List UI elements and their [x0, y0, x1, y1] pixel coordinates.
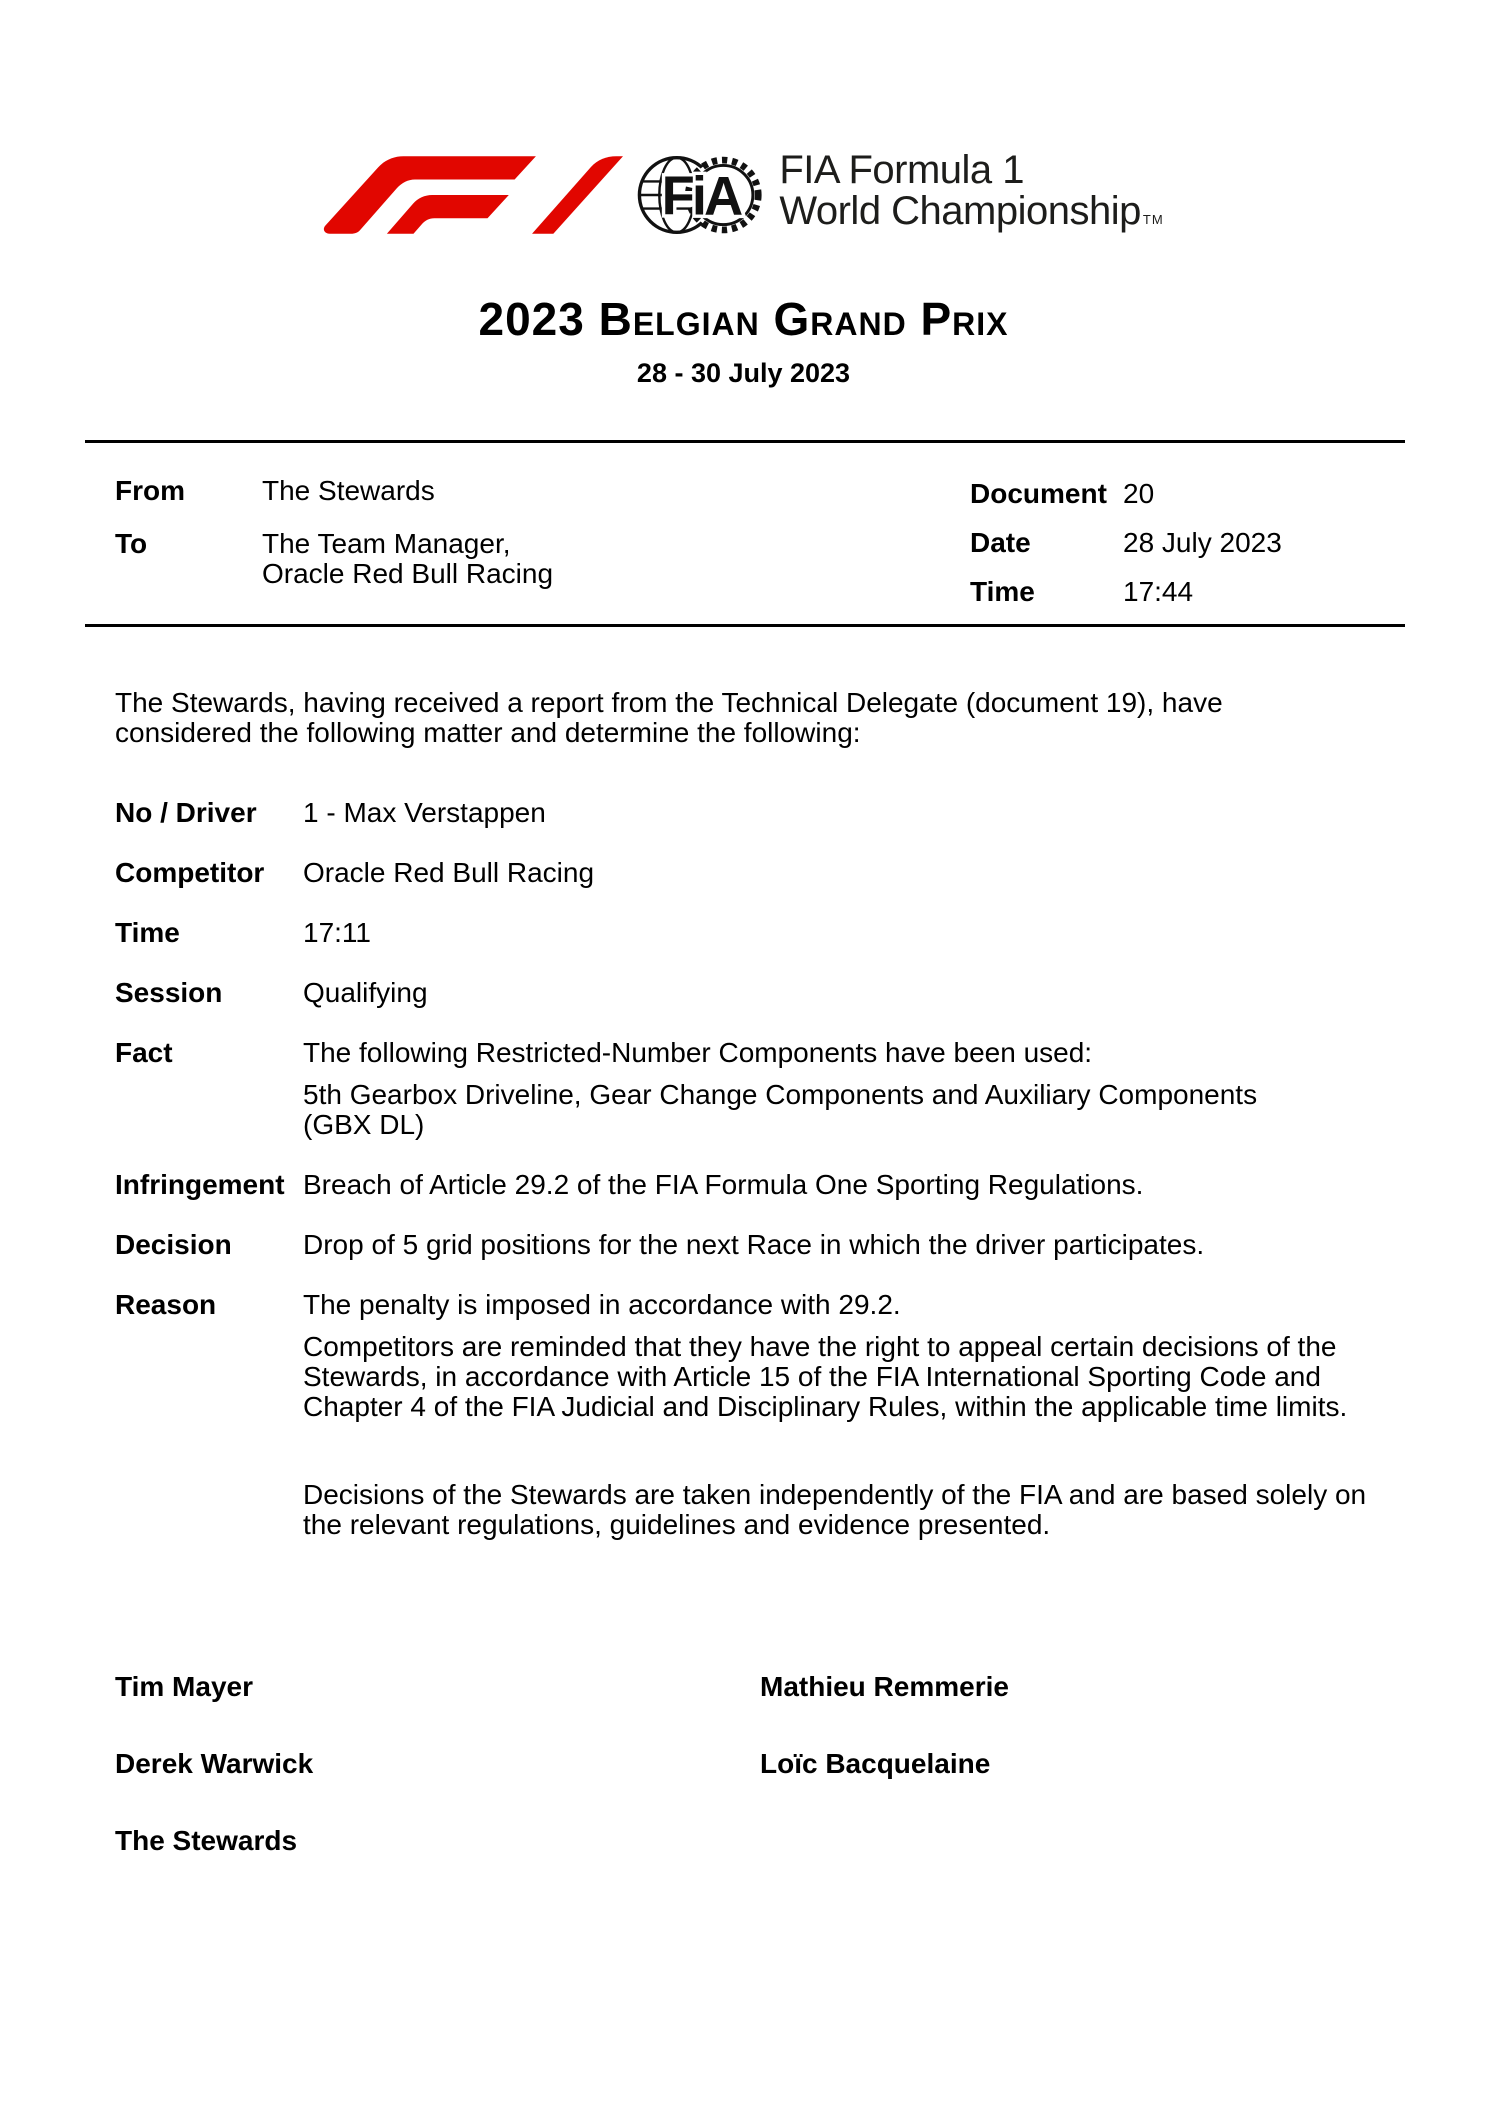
date-value: 28 July 2023 [1123, 527, 1282, 558]
to-value-line1: The Team Manager, [262, 528, 511, 559]
detail-row-reason [115, 1290, 1410, 1540]
meta-row-time [970, 577, 1282, 607]
signature-row-3 [115, 1826, 1405, 1856]
signature-loic-bacquelaine: Loïc Bacquelaine [760, 1748, 991, 1779]
detail-row-decision [115, 1230, 1410, 1260]
brand-line2: World Championship [779, 189, 1141, 233]
brand-line2-wrap [779, 191, 1163, 240]
time-label: Time [970, 576, 1035, 607]
from-value: The Stewards [262, 475, 435, 506]
infringement-label: Infringement [115, 1169, 285, 1200]
signature-row-2 [115, 1749, 1405, 1779]
signature-the-stewards: The Stewards [115, 1825, 298, 1856]
signature-tim-mayer: Tim Mayer [115, 1671, 253, 1702]
to-value [262, 529, 553, 589]
document-label: Document [970, 478, 1107, 509]
meta-box [85, 440, 1405, 627]
meta-row-date [970, 528, 1282, 558]
reason-paragraph-2: Competitors are reminded that they have the right to appeal certain decisions of the Stewards, in accordance with Article 15 of the FIA International Sporting Code and Chapter 4 of the FIA Judicial and Disciplinary Rules, within the applicable time limits. [303, 1331, 1348, 1422]
brand-wordmark [779, 150, 1163, 240]
session-time-label: Time [115, 917, 180, 948]
fact-value [303, 1038, 1410, 1140]
page-title: 2023 Belgian Grand Prix [478, 293, 1009, 345]
event-date-range: 28 - 30 July 2023 [636, 358, 851, 388]
meta-left-column [115, 476, 553, 589]
decision-label: Decision [115, 1229, 232, 1260]
fact-label: Fact [115, 1037, 173, 1068]
detail-row-session [115, 978, 1410, 1008]
meta-right-column [970, 479, 1282, 607]
competitor-value: Oracle Red Bull Racing [303, 857, 595, 888]
no-driver-label: No / Driver [115, 797, 257, 828]
meta-row-document [970, 479, 1282, 509]
detail-row-time [115, 918, 1410, 948]
from-label: From [115, 475, 185, 506]
competitor-label: Competitor [115, 857, 265, 888]
brand-line1: FIA Formula 1 [779, 148, 1025, 192]
time-value: 17:44 [1123, 576, 1194, 607]
decision-value: Drop of 5 grid positions for the next Race in which the driver participates. [303, 1229, 1205, 1260]
detail-row-no-driver [115, 798, 1410, 828]
infringement-value: Breach of Article 29.2 of the FIA Formula One Sporting Regulations. [303, 1169, 1144, 1200]
detail-row-infringement [115, 1170, 1410, 1200]
decision-details [115, 798, 1410, 1540]
reason-paragraph-3: Decisions of the Stewards are taken independently of the FIA and are based solely on the relevant regulations, guidelines and evidence presented. [303, 1479, 1367, 1540]
detail-row-competitor [115, 858, 1410, 888]
signature-derek-warwick: Derek Warwick [115, 1748, 314, 1779]
meta-row-from [115, 476, 553, 506]
to-value-line2: Oracle Red Bull Racing [262, 558, 554, 589]
signature-mathieu-remmerie: Mathieu Remmerie [760, 1671, 1009, 1702]
intro-paragraph: The Stewards, having received a report from the Technical Delegate (document 19), have considered the following matter and determine the following: [115, 687, 1223, 748]
to-label: To [115, 528, 148, 559]
f1-logo-icon [323, 156, 623, 234]
meta-row-to [115, 529, 553, 589]
session-value: Qualifying [303, 977, 428, 1008]
detail-row-fact [115, 1038, 1410, 1140]
fact-paragraph-2: 5th Gearbox Driveline, Gear Change Components and Auxiliary Components (GBX DL) [303, 1079, 1258, 1140]
reason-paragraph-1: The penalty is imposed in accordance with 29.2. [303, 1289, 901, 1320]
no-driver-value: 1 - Max Verstappen [303, 797, 546, 828]
reason-value [303, 1290, 1410, 1540]
document-number: 20 [1123, 478, 1155, 509]
fact-paragraph-1: The following Restricted-Number Components have been used: [303, 1037, 1093, 1068]
fia-badge-text: FiA [661, 165, 741, 227]
date-label: Date [970, 527, 1031, 558]
reason-label: Reason [115, 1289, 217, 1320]
fia-badge-icon [637, 146, 765, 244]
session-time-value: 17:11 [303, 917, 371, 948]
trademark-mark: TM [1142, 212, 1164, 227]
signatures-block [115, 1672, 1405, 1856]
session-label: Session [115, 977, 223, 1008]
signature-row-1 [115, 1672, 1405, 1702]
header-logo [0, 146, 1487, 244]
